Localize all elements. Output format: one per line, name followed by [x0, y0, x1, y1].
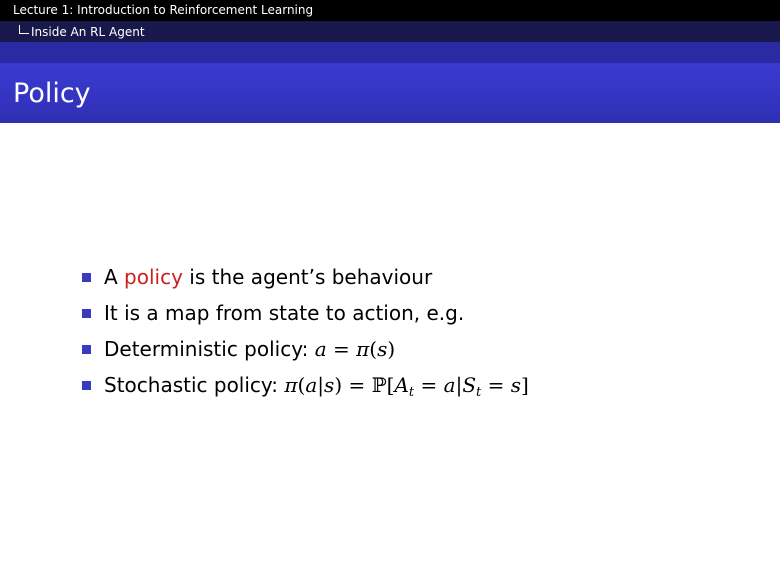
section-title: Inside An RL Agent [31, 25, 145, 39]
math-op: ] [521, 373, 529, 397]
bullet-text: Deterministic policy: [104, 337, 315, 361]
math-var: a [314, 337, 327, 361]
math-prob: ℙ [371, 373, 387, 397]
bullet-text: Stochastic policy: [104, 373, 285, 397]
math-op: | [317, 373, 325, 397]
math-subscript: t [476, 385, 482, 400]
math-op: ) [334, 373, 343, 397]
math-op: = [342, 373, 372, 397]
math-var: A [394, 373, 409, 397]
bullet-item-deterministic [80, 334, 529, 370]
math-op: = [326, 337, 357, 361]
math-op: = [481, 373, 511, 397]
math-subscript: t [408, 385, 415, 400]
math-op: | [455, 373, 463, 397]
lecture-title: Lecture 1: Introduction to Reinforcement Learning [13, 3, 314, 17]
bullet-text: is the agent’s behaviour [182, 265, 433, 289]
bullet-square-icon [82, 309, 91, 318]
math-op: = [414, 373, 444, 397]
bullet-square-icon [82, 345, 91, 354]
math-var: s [324, 373, 335, 397]
bullet-item-map [80, 298, 529, 334]
math-op: [ [386, 373, 395, 397]
bullet-square-icon [82, 273, 91, 282]
math-var: π [356, 337, 370, 361]
math-op: ) [387, 337, 396, 361]
bullet-item-policy [80, 262, 529, 298]
bullet-list [80, 262, 529, 406]
title-bar [0, 63, 780, 123]
highlight-term: policy [124, 265, 183, 289]
math-var: a [443, 373, 456, 397]
math-var: a [305, 373, 318, 397]
section-header [0, 21, 780, 42]
bullet-text: It is a map from state to action, e.g. [104, 301, 465, 325]
math-op: ( [297, 373, 306, 397]
math-var: S [462, 373, 477, 397]
math-op: ( [369, 337, 378, 361]
math-var: s [510, 373, 522, 397]
tree-corner-icon [19, 25, 29, 34]
math-var: π [284, 373, 298, 397]
header-band [0, 42, 780, 63]
slide-title: Policy [13, 78, 91, 109]
bullet-text: A [104, 265, 125, 289]
bullet-square-icon [82, 381, 91, 390]
bullet-item-stochastic [80, 370, 529, 406]
lecture-header [0, 0, 780, 21]
math-var: s [377, 337, 388, 361]
